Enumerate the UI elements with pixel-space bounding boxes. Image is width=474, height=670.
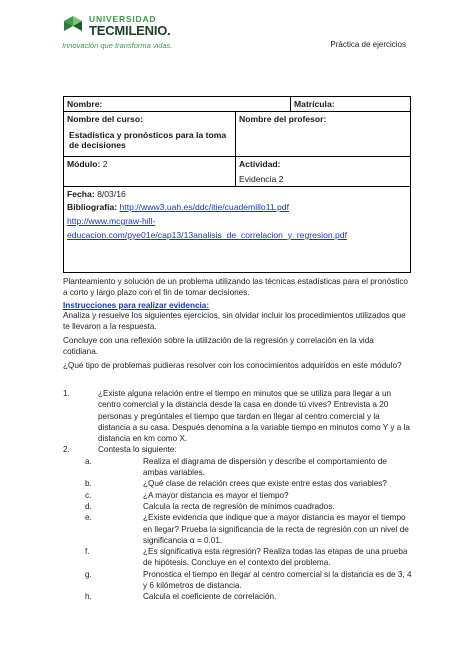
list-item [63, 388, 413, 444]
nombre-label: Nombre: [67, 99, 103, 109]
sub-item-text: ¿Es significativa esta regresión? Realiza todas las etapas de una prueba de hipótesis. Concluye en el contexto del problema. [143, 547, 408, 568]
sub-item-letter: b. [85, 479, 92, 489]
sub-item [63, 591, 413, 602]
modulo-value: 2 [102, 159, 108, 169]
document-title: Práctica de ejercicios [330, 40, 406, 49]
sub-item-letter: a. [85, 456, 92, 466]
exercise-number: 1. [63, 389, 70, 398]
exercise-text: Contesta lo siguiente: [98, 445, 177, 455]
conclusion-paragraph: Concluye con una reflexión sobre la utilización de la regresión y correlación en la vida cotidiana. [63, 336, 374, 356]
bibliography-link-2b[interactable]: educacion.com/pye01e/cap13/13analisis_de_correlacion_y_regresion.pdf [67, 230, 347, 240]
exercise-number: 2. [63, 445, 70, 455]
actividad-value: Evidencia 2 [239, 174, 284, 184]
tecmilenio-logo-icon [62, 15, 84, 37]
sub-item [63, 569, 413, 592]
logo-university-text: UNIVERSIDAD [89, 14, 157, 24]
modulo-label: Módulo: [67, 159, 101, 169]
bibliography-link-2a[interactable]: http://www.mcgraw-hill- [67, 216, 156, 226]
matricula-cell [291, 97, 411, 112]
list-item [63, 444, 413, 455]
fecha-value: 8/03/16 [97, 189, 126, 199]
instructions-heading: Instrucciones para realizar evidencia: [63, 301, 210, 310]
sub-item-text: ¿Existe evidencia que indique que a mayor distancia es mayor el tiempo en llegar? Prueba la significancia de la recta de regresión con un nivel de significancia α = 0.01. [143, 513, 409, 545]
profesor-cell [236, 112, 411, 157]
intro-paragraph: Planteamiento y solución de un problema utilizando las técnicas estadísticas para el pronóstico a corto y largo plazo con el fin de tomar decisiones. [63, 277, 408, 297]
university-logo [62, 14, 212, 54]
sub-item-text: Calcula el coeficiente de correlación. [143, 592, 277, 602]
modulo-cell [64, 157, 236, 187]
question-paragraph: ¿Qué tipo de problemas pudieras resolver con los conocimientos adquiridos en este módulo? [63, 361, 402, 370]
sub-item-letter: h. [85, 592, 92, 602]
sub-item-letter: c. [85, 490, 92, 500]
sub-item [63, 546, 413, 569]
sub-item [63, 512, 413, 546]
sub-item [63, 478, 413, 489]
fecha-bibliografia-cell [64, 187, 411, 273]
nombre-cell [64, 97, 291, 112]
profesor-label: Nombre del profesor: [239, 114, 327, 124]
bibliography-link-1[interactable]: http://www3.uah.es/ddc/itie/cuademillo11.pdf [119, 202, 289, 212]
actividad-cell [236, 157, 411, 187]
exercise-list [63, 388, 413, 603]
sub-item-letter: g. [85, 569, 92, 579]
logo-name-text: TECMILENIO. [89, 23, 171, 38]
sub-item-text: Pronostica el tiempo en llegar al centro comercial si la distancia es de 3, 4 y 6 kilómetros de distancia. [143, 569, 412, 591]
sub-item-letter: d. [85, 501, 92, 511]
sub-item [63, 501, 413, 512]
curso-value: Estadística y pronósticos para la toma de decisiones [69, 130, 227, 150]
curso-cell [64, 112, 236, 157]
sub-item-letter: e. [85, 513, 92, 523]
sub-item [63, 456, 413, 479]
instructions-text: Analiza y resuelve los siguientes ejercicios, sin olvidar incluir los procedimientos utilizados que te llevaron a la respuesta. [63, 311, 406, 331]
curso-label: Nombre del curso: [67, 114, 143, 124]
info-table [63, 96, 411, 273]
sub-item [63, 490, 413, 501]
matricula-label: Matrícula: [294, 99, 335, 109]
exercise-text: ¿Existe alguna relación entre el tiempo en minutos que se utiliza para llegar a un centro comercial y la distancia desde la casa en donde tú vives? Entrevista a 20 personas y pregúntales el tiempo que tardan en llegar al centro comercial y la distancia a su casa. Después denomina a la variable tiempo en minutos como Y y a la distancia en km como X. [98, 389, 410, 444]
sub-item-text: Calcula la recta de regresión de mínimos cuadrados. [143, 501, 335, 511]
bibliografia-label: Bibliografía: [67, 202, 118, 212]
sub-item-text: ¿Qué clase de relación crees que existe entre estas dos variables? [143, 479, 387, 489]
sub-item-text: ¿A mayor distancia es mayor el tiempo? [143, 490, 289, 500]
sub-item-letter: f. [85, 547, 90, 557]
logo-tagline: Innovación que transforma vidas. [62, 41, 173, 50]
actividad-label: Actividad: [239, 159, 281, 169]
page-header [0, 0, 474, 60]
sub-item-text: Realiza el diagrama de dispersión y describe el comportamiento de ambas variables. [143, 456, 387, 478]
fecha-label: Fecha: [67, 189, 95, 199]
